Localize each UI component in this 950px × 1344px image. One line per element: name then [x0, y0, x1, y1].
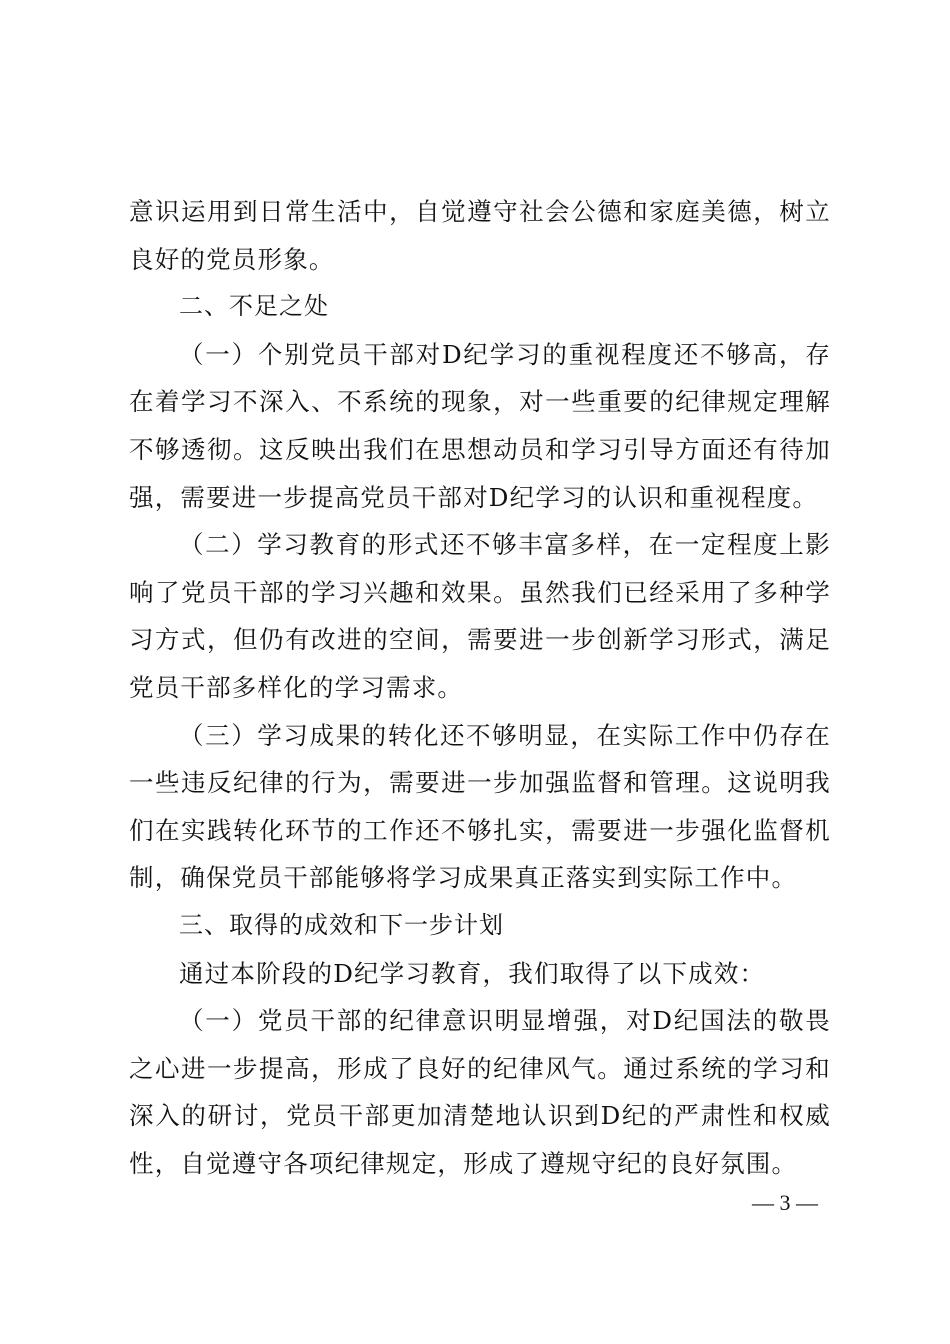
- section-heading-shortcomings: 二、不足之处: [179, 292, 329, 321]
- document-body: [129, 188, 831, 1187]
- paragraph-shortcoming-2: （二）学习教育的形式还不够丰富多样，在一定程度上影响了党员干部的学习兴趣和效果。虽然我们已经采用了多种学习方式，但仍有改进的空间，需要进一步创新学习形式，满足党员干部多样化的学习需求。: [129, 530, 831, 702]
- page-number: — 3 —: [752, 1190, 818, 1215]
- paragraph-shortcoming-1: （一）个别党员干部对D纪学习的重视程度还不够高，存在着学习不深入、不系统的现象，对一些重要的纪律规定理解不够透彻。这反映出我们在思想动员和学习引导方面还有待加强，需要进一步提高党员干部对D纪学习的认识和重视程度。: [129, 339, 831, 512]
- section-heading-results-plan: 三、取得的成效和下一步计划: [179, 910, 504, 939]
- paragraph-result-1: （一）党员干部的纪律意识明显增强，对D纪国法的敬畏之心进一步提高，形成了良好的纪律风气。通过系统的学习和深入的研讨，党员干部更加清楚地认识到D纪的严肃性和权威性，自觉遵守各项纪律规定，形成了遵规守纪的良好氛围。: [129, 1006, 831, 1178]
- paragraph-results-intro: 通过本阶段的D纪学习教育，我们取得了以下成效：: [179, 958, 766, 988]
- paragraph-continued: 意识运用到日常生活中，自觉遵守社会公德和家庭美德，树立良好的党员形象。: [129, 197, 831, 274]
- paragraph-shortcoming-3: （三）学习成果的转化还不够明显，在实际工作中仍存在一些违反纪律的行为，需要进一步加强监督和管理。这说明我们在实践转化环节的工作还不够扎实，需要进一步强化监督机制，确保党员干部能够将学习成果真正落实到实际工作中。: [129, 720, 831, 893]
